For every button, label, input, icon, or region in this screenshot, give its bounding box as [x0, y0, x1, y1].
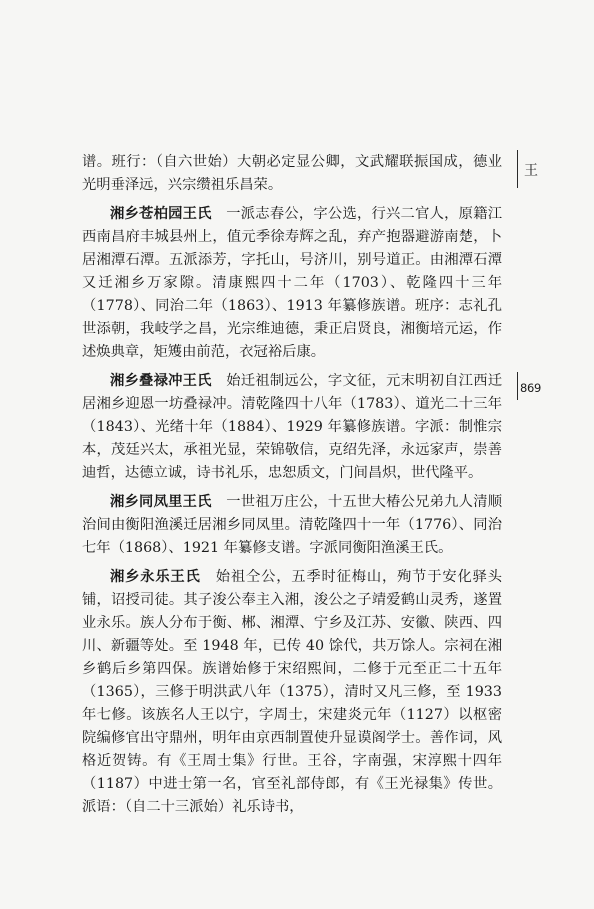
paragraph-text: 谱。班行：（自六世始）大朝必定显公卿，文武耀联振国成，德业光明垂泽远，兴宗缵祖乐昌荣。: [82, 154, 502, 193]
entry-tongfengli: [82, 491, 502, 560]
page-number: 869: [520, 381, 542, 395]
entry-text: 一派志春公，字公选，行兴二官人，原籍江西南昌府丰城县州上，值元季徐寿辉之乱，弃产抱器避游南楚，卜居湘潭石潭。五派添芳，字托山，号济川，别号道正。由湘潭石潭又迁湘乡万家隙。清康熙四十二年（1703）、乾隆四十三年（1778）、同治二年（1863）、1913 年纂修族谱。班序：志礼孔世添朝，我岐学之昌，光宗维迪德，秉正启贤良，湘衡培元运，作述焕典章，矩矱由前范，衣冠裕后康。: [82, 206, 503, 360]
paragraph-continuation: [82, 151, 502, 197]
margin-rule-top: [517, 150, 518, 188]
main-text: [82, 151, 502, 825]
entry-text: 始迁祖制远公，字文征，元末明初自江西迁居湘乡迎恩一坊叠禄冲。清乾隆四十八年（1783）、道光二十三年（1843）、光绪十年（1884）、1929 年纂修族谱。字派：制惟宗本，茂廷兴太，承祖光显，荣锦敬信，克绍先泽，永远家声，崇善迪哲，达德立诚，诗书礼乐，忠恕质文，门间昌炽，世代隆平。: [82, 373, 503, 481]
entry-dieluchong: [82, 370, 502, 485]
entry-title: 湘乡叠禄冲王氏: [110, 373, 212, 389]
entry-cangbaiyuan: [82, 203, 502, 364]
margin-rule-page: [517, 372, 518, 400]
entry-text: 始祖仝公，五季时征梅山，殉节于安化驿头铺，诏授司徒。其子浚公奉主入湘，浚公之子靖爱鹤山灵秀，遂置业永乐。族人分布于衡、郴、湘潭、宁乡及江苏、安徽、陕西、四川、新疆等处。至 1948 年，已传 40 馀代，共万馀人。宗祠在湘乡鹤后乡第四保。族谱始修于宋绍熙间，二修于元至正二十五年（1365），三修于明洪武八年（1375），清时又凡三修，至 1933 年七修。该族名人王以宁，字周士，宋建炎元年（1127）以枢密院编修官出守鼎州，明年由京西制置使升显谟阁学士。善作词，风格近贺铸。有《王周士集》行世。王谷，字南强，宋淳熙十四年（1187）中进士第一名，官至礼部侍郎，有《王光禄集》传世。派语：（自二十三派始）礼乐诗书，: [82, 569, 503, 815]
entry-title: 湘乡永乐王氏: [110, 569, 201, 585]
section-character: 王: [524, 163, 538, 179]
entry-text: 一世祖万庄公，十五世大椿公兄弟九人清顺治间由衡阳渔溪迁居湘乡同凤里。清乾隆四十一年（1776）、同治七年（1868）、1921 年纂修支谱。字派同衡阳渔溪王氏。: [82, 494, 503, 556]
entry-title: 湘乡同凤里王氏: [110, 494, 212, 510]
entry-yongle: [82, 566, 502, 819]
entry-title: 湘乡苍柏园王氏: [110, 206, 212, 222]
